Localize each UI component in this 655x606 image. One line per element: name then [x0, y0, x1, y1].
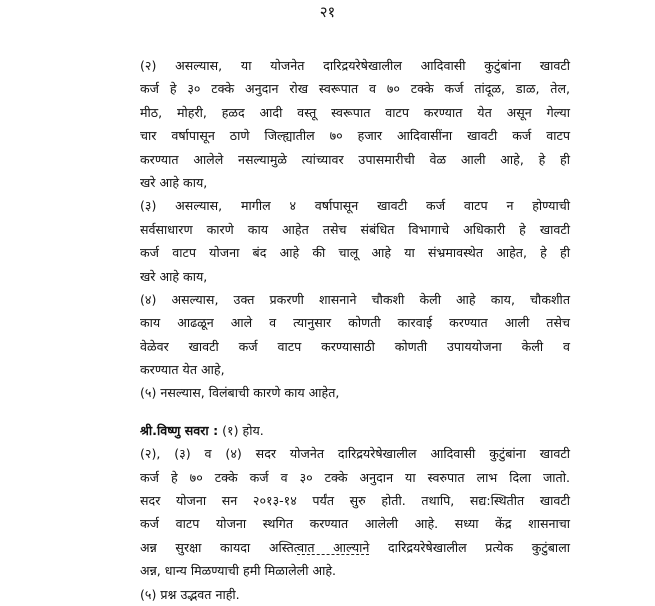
question-line: (५) नसल्यास, विलंबाची कारणे काय आहेत,: [140, 385, 340, 401]
question-line: (३) असल्यास, मागील ४ वर्षापासून खावटी कर्ज वाटप न होण्याची: [140, 198, 570, 214]
answer-line: कर्ज हे ७० टक्के कर्ज व ३० टक्के अनुदान या स्वरुपात लाभ दिला जातो.: [140, 469, 570, 485]
question-line: मीठ, मोहरी, हळद आदी वस्तू स्वरूपात वाटप करण्यात येत असून गेल्या: [140, 104, 570, 120]
answer-line: कर्ज वाटप योजना स्थगित करण्यात आलेली आहे. सध्या केंद्र शासनाचा: [140, 516, 570, 532]
question-line: सर्वसाधारण कारणे काय आहेत तसेच संबंधित विभागाचे अधिकारी हे खावटी: [140, 221, 570, 237]
question-line: (२) असल्यास, या योजनेत दारिद्रयरेषेखालील आदिवासी कुटुंबांना खावटी: [140, 58, 570, 73]
question-line: वेळेवर खावटी कर्ज वाटप करण्यासाठी कोणती उपाययोजना केली व: [140, 338, 570, 354]
question-line: (४) असल्यास, उक्त प्रकरणी शासनाने चौकशी केली आहे काय, चौकशीत: [140, 291, 570, 307]
end-divider: [297, 554, 369, 555]
question-line: खरे आहे काय,: [140, 268, 208, 284]
question-line: काय आढळून आले व त्यानुसार कोणती कारवाई करण्यात आली तसेच: [140, 315, 570, 331]
answer-line: अन्न सुरक्षा कायदा अस्तित्वात आल्याने दारिद्रयरेषेखालील प्रत्येक कुटुंबाला: [140, 539, 570, 555]
paragraph-gap: [140, 405, 570, 419]
question-line: चार वर्षापासून ठाणे जिल्ह्यातील ७० हजार आदिवासींना खावटी कर्ज वाटप: [140, 128, 570, 144]
answer-line: (२), (३) व (४) सदर योजनेत दारिद्रयरेषेखालील आदिवासी कुटुंबांना खावटी: [140, 446, 570, 462]
document-body: [140, 54, 570, 606]
question-line: कर्ज हे ३० टक्के अनुदान रोख स्वरूपात व ७० टक्के कर्ज तांदूळ, डाळ, तेल,: [140, 81, 570, 97]
answer-line: सदर योजना सन २०१३-१४ पर्यंत सुरु होती. तथापि, सद्य:स्थितीत खावटी: [140, 493, 570, 509]
answer-speaker: श्री.विष्णु सवरा :: [140, 422, 219, 438]
answer-line: (५) प्रश्न उद्भवत नाही.: [140, 586, 240, 602]
question-line: खरे आहे काय,: [140, 174, 208, 190]
question-line: कर्ज वाटप योजना बंद आहे की चालू आहे या संभ्रमावस्थेत आहेत, हे ही: [140, 245, 570, 261]
question-line: करण्यात येत आहे,: [140, 362, 225, 378]
question-line: करण्यात आलेले नसल्यामुळे त्यांच्यावर उपासमारीची वेळ आली आहे, हे ही: [140, 151, 570, 167]
answer-heading: [140, 419, 570, 442]
answer-line: अन्न, धान्य मिळण्याची हमी मिळालेली आहे.: [140, 563, 337, 579]
page-number: २१: [319, 3, 336, 21]
answer-first-line: (१) होय.: [218, 422, 264, 438]
